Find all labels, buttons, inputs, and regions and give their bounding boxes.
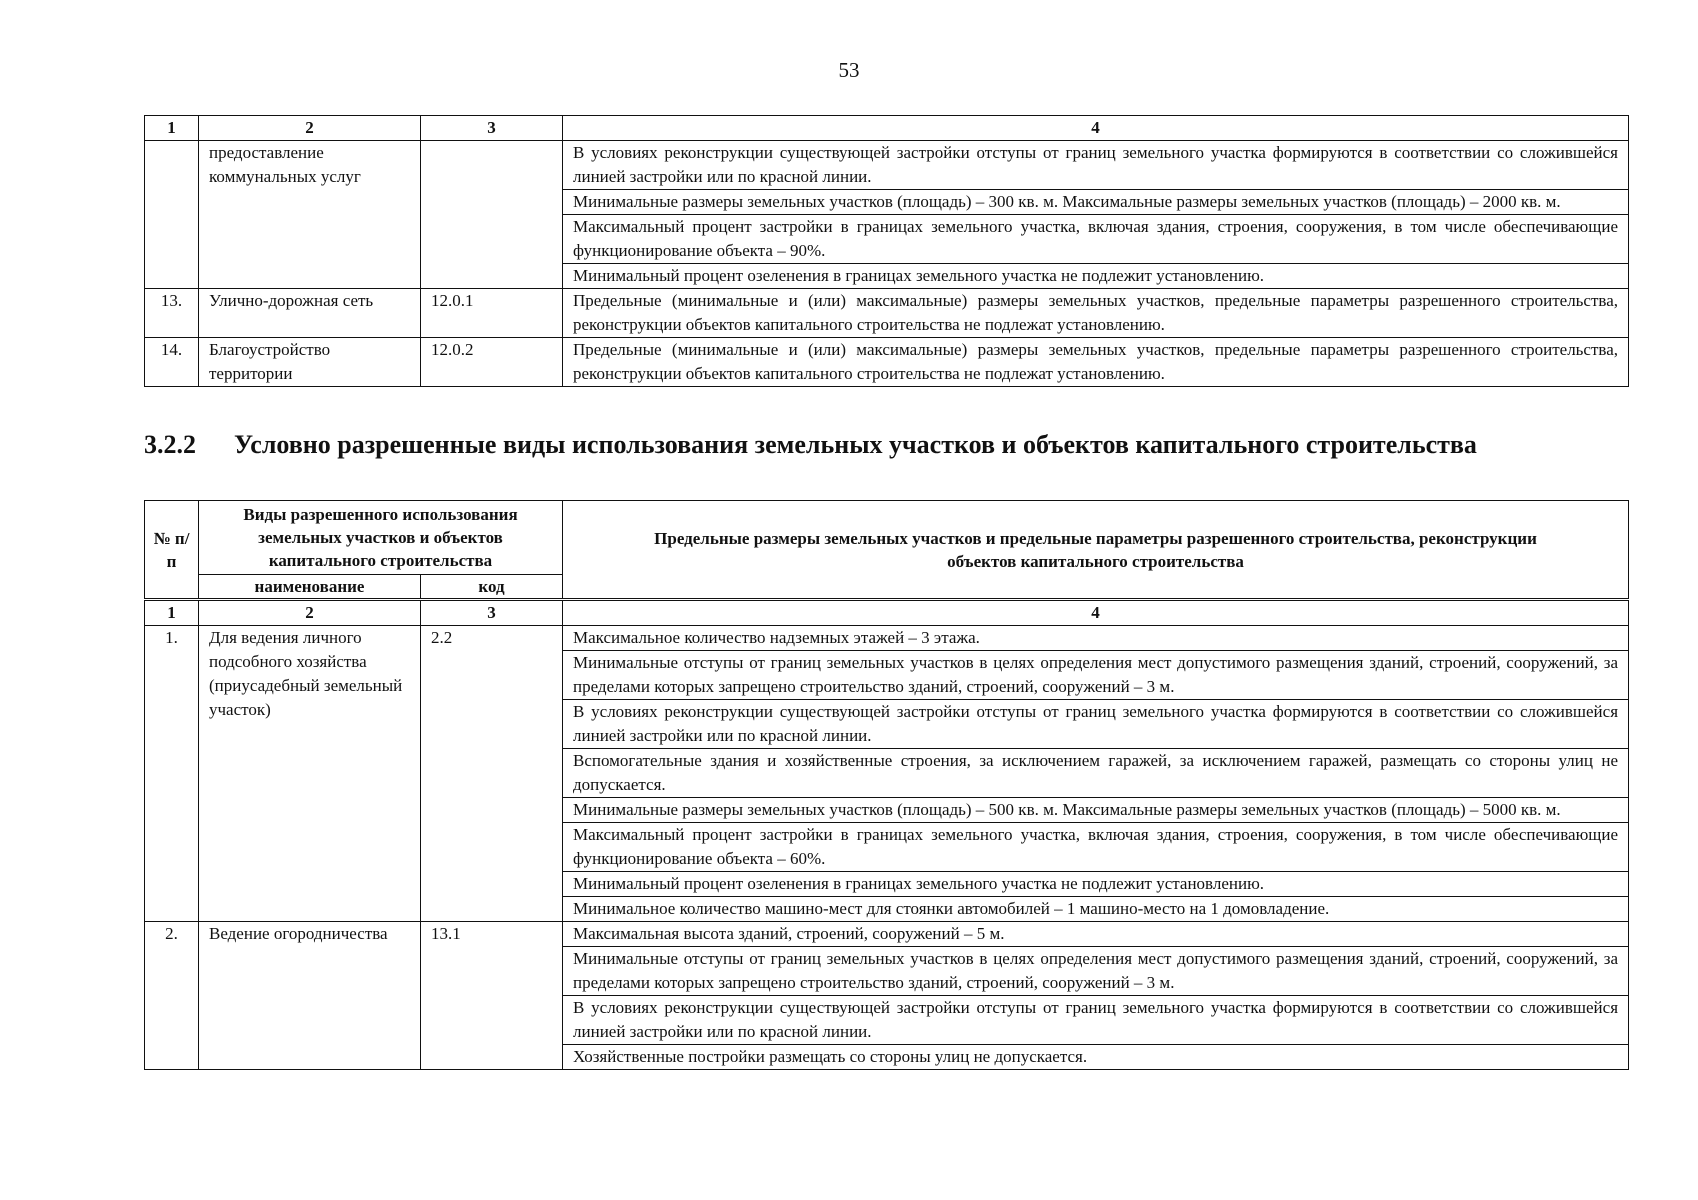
name-header: наименование — [199, 575, 421, 600]
use-name: Для ведения личного подсобного хозяйства (приусадебный земельный участок) — [199, 626, 421, 922]
param-text: Минимальные отступы от границ земельных участков в целях определения мест допустимого размещения зданий, строений, сооружений, за пределами которых запрещено строительство зданий, строений, сооружений – 3 м. — [563, 947, 1628, 996]
column-number: 4 — [563, 116, 1629, 141]
row-number: 1. — [145, 626, 199, 922]
use-code: 2.2 — [421, 626, 563, 922]
param-text: Минимальные отступы от границ земельных участков в целях определения мест допустимого размещения зданий, строений, сооружений, за пределами которых запрещено строительство зданий, строений, сооружений – 3 м. — [563, 651, 1628, 700]
column-number: 2 — [199, 600, 421, 626]
use-name: предоставление коммунальных услуг — [199, 141, 421, 289]
params-cell — [563, 922, 1629, 1070]
section-heading — [144, 430, 1477, 460]
param-text: Минимальный процент озеленения в границах земельного участка не подлежит установлению. — [563, 872, 1628, 897]
continued-table — [144, 115, 1629, 387]
params-cell — [563, 338, 1629, 387]
params-cell — [563, 289, 1629, 338]
param-text: Максимальное количество надземных этажей – 3 этажа. — [563, 626, 1628, 651]
param-text: Максимальный процент застройки в границах земельного участка, включая здания, строения, сооружения, в том числе обеспечивающие функционирование объекта – 90%. — [563, 215, 1628, 264]
table-row — [145, 922, 1629, 1070]
param-text: Минимальные размеры земельных участков (площадь) – 300 кв. м. Максимальные размеры земельных участков (площадь) – 2000 кв. м. — [563, 190, 1628, 215]
row-number: 14. — [145, 338, 199, 387]
param-text: Предельные (минимальные и (или) максимальные) размеры земельных участков, предельные параметры разрешенного строительства, реконструкции объектов капитального строительства не подлежат установлению. — [573, 291, 1618, 334]
column-number: 1 — [145, 116, 199, 141]
param-text: Минимальные размеры земельных участков (площадь) – 500 кв. м. Максимальные размеры земельных участков (площадь) – 5000 кв. м. — [563, 798, 1628, 823]
param-text: Максимальная высота зданий, строений, сооружений – 5 м. — [563, 922, 1628, 947]
params-header: Предельные размеры земельных участков и предельные параметры разрешенного строительства, реконструкции объектов капитального строительства — [563, 501, 1629, 600]
column-number-row — [145, 116, 1629, 141]
params-cell — [563, 141, 1629, 289]
use-name: Улично-дорожная сеть — [199, 289, 421, 338]
row-number: 13. — [145, 289, 199, 338]
column-number: 1 — [145, 600, 199, 626]
param-text: В условиях реконструкции существующей застройки отступы от границ земельного участка формируются в соответствии со сложившейся линией застройки или по красной линии. — [563, 141, 1628, 190]
use-name: Благоустройство территории — [199, 338, 421, 387]
page-number: 53 — [838, 58, 860, 82]
param-text: Минимальное количество машино-мест для стоянки автомобилей – 1 машино-место на 1 домовладение. — [573, 899, 1330, 918]
use-code — [421, 141, 563, 289]
param-text: Предельные (минимальные и (или) максимальные) размеры земельных участков, предельные параметры разрешенного строительства, реконструкции объектов капитального строительства не подлежат установлению. — [573, 340, 1618, 383]
use-code: 12.0.1 — [421, 289, 563, 338]
column-number: 3 — [421, 116, 563, 141]
column-number: 4 — [563, 600, 1629, 626]
code-header: код — [421, 575, 563, 600]
table-row — [145, 626, 1629, 922]
table-row — [145, 141, 1629, 289]
param-text: В условиях реконструкции существующей застройки отступы от границ земельного участка формируются в соответствии со сложившейся линией застройки или по красной линии. — [563, 700, 1628, 749]
table-row — [145, 289, 1629, 338]
header-row — [145, 501, 1629, 575]
params-cell — [563, 626, 1629, 922]
param-text: Минимальный процент озеленения в границах земельного участка не подлежит установлению. — [573, 266, 1265, 285]
use-code: 12.0.2 — [421, 338, 563, 387]
table-row — [145, 338, 1629, 387]
param-text: В условиях реконструкции существующей застройки отступы от границ земельного участка формируются в соответствии со сложившейся линией застройки или по красной линии. — [563, 996, 1628, 1045]
section-title: Условно разрешенные виды использования земельных участков и объектов капитального строительства — [234, 430, 1477, 459]
conditional-uses-table — [144, 500, 1629, 1070]
use-code: 13.1 — [421, 922, 563, 1070]
use-name: Ведение огородничества — [199, 922, 421, 1070]
section-number: 3.2.2 — [144, 430, 196, 459]
param-text: Максимальный процент застройки в границах земельного участка, включая здания, строения, сооружения, в том числе обеспечивающие функционирование объекта – 60%. — [563, 823, 1628, 872]
param-text: Вспомогательные здания и хозяйственные строения, за исключением гаражей, за исключением гаражей, размещать со стороны улиц не допускается. — [563, 749, 1628, 798]
param-text: Хозяйственные постройки размещать со стороны улиц не допускается. — [573, 1047, 1088, 1066]
num-header: № п/п — [145, 501, 199, 600]
column-number: 3 — [421, 600, 563, 626]
row-number — [145, 141, 199, 289]
column-number: 2 — [199, 116, 421, 141]
column-number-row — [145, 600, 1629, 626]
kinds-header: Виды разрешенного использования земельных участков и объектов капитального строительства — [199, 501, 563, 575]
row-number: 2. — [145, 922, 199, 1070]
